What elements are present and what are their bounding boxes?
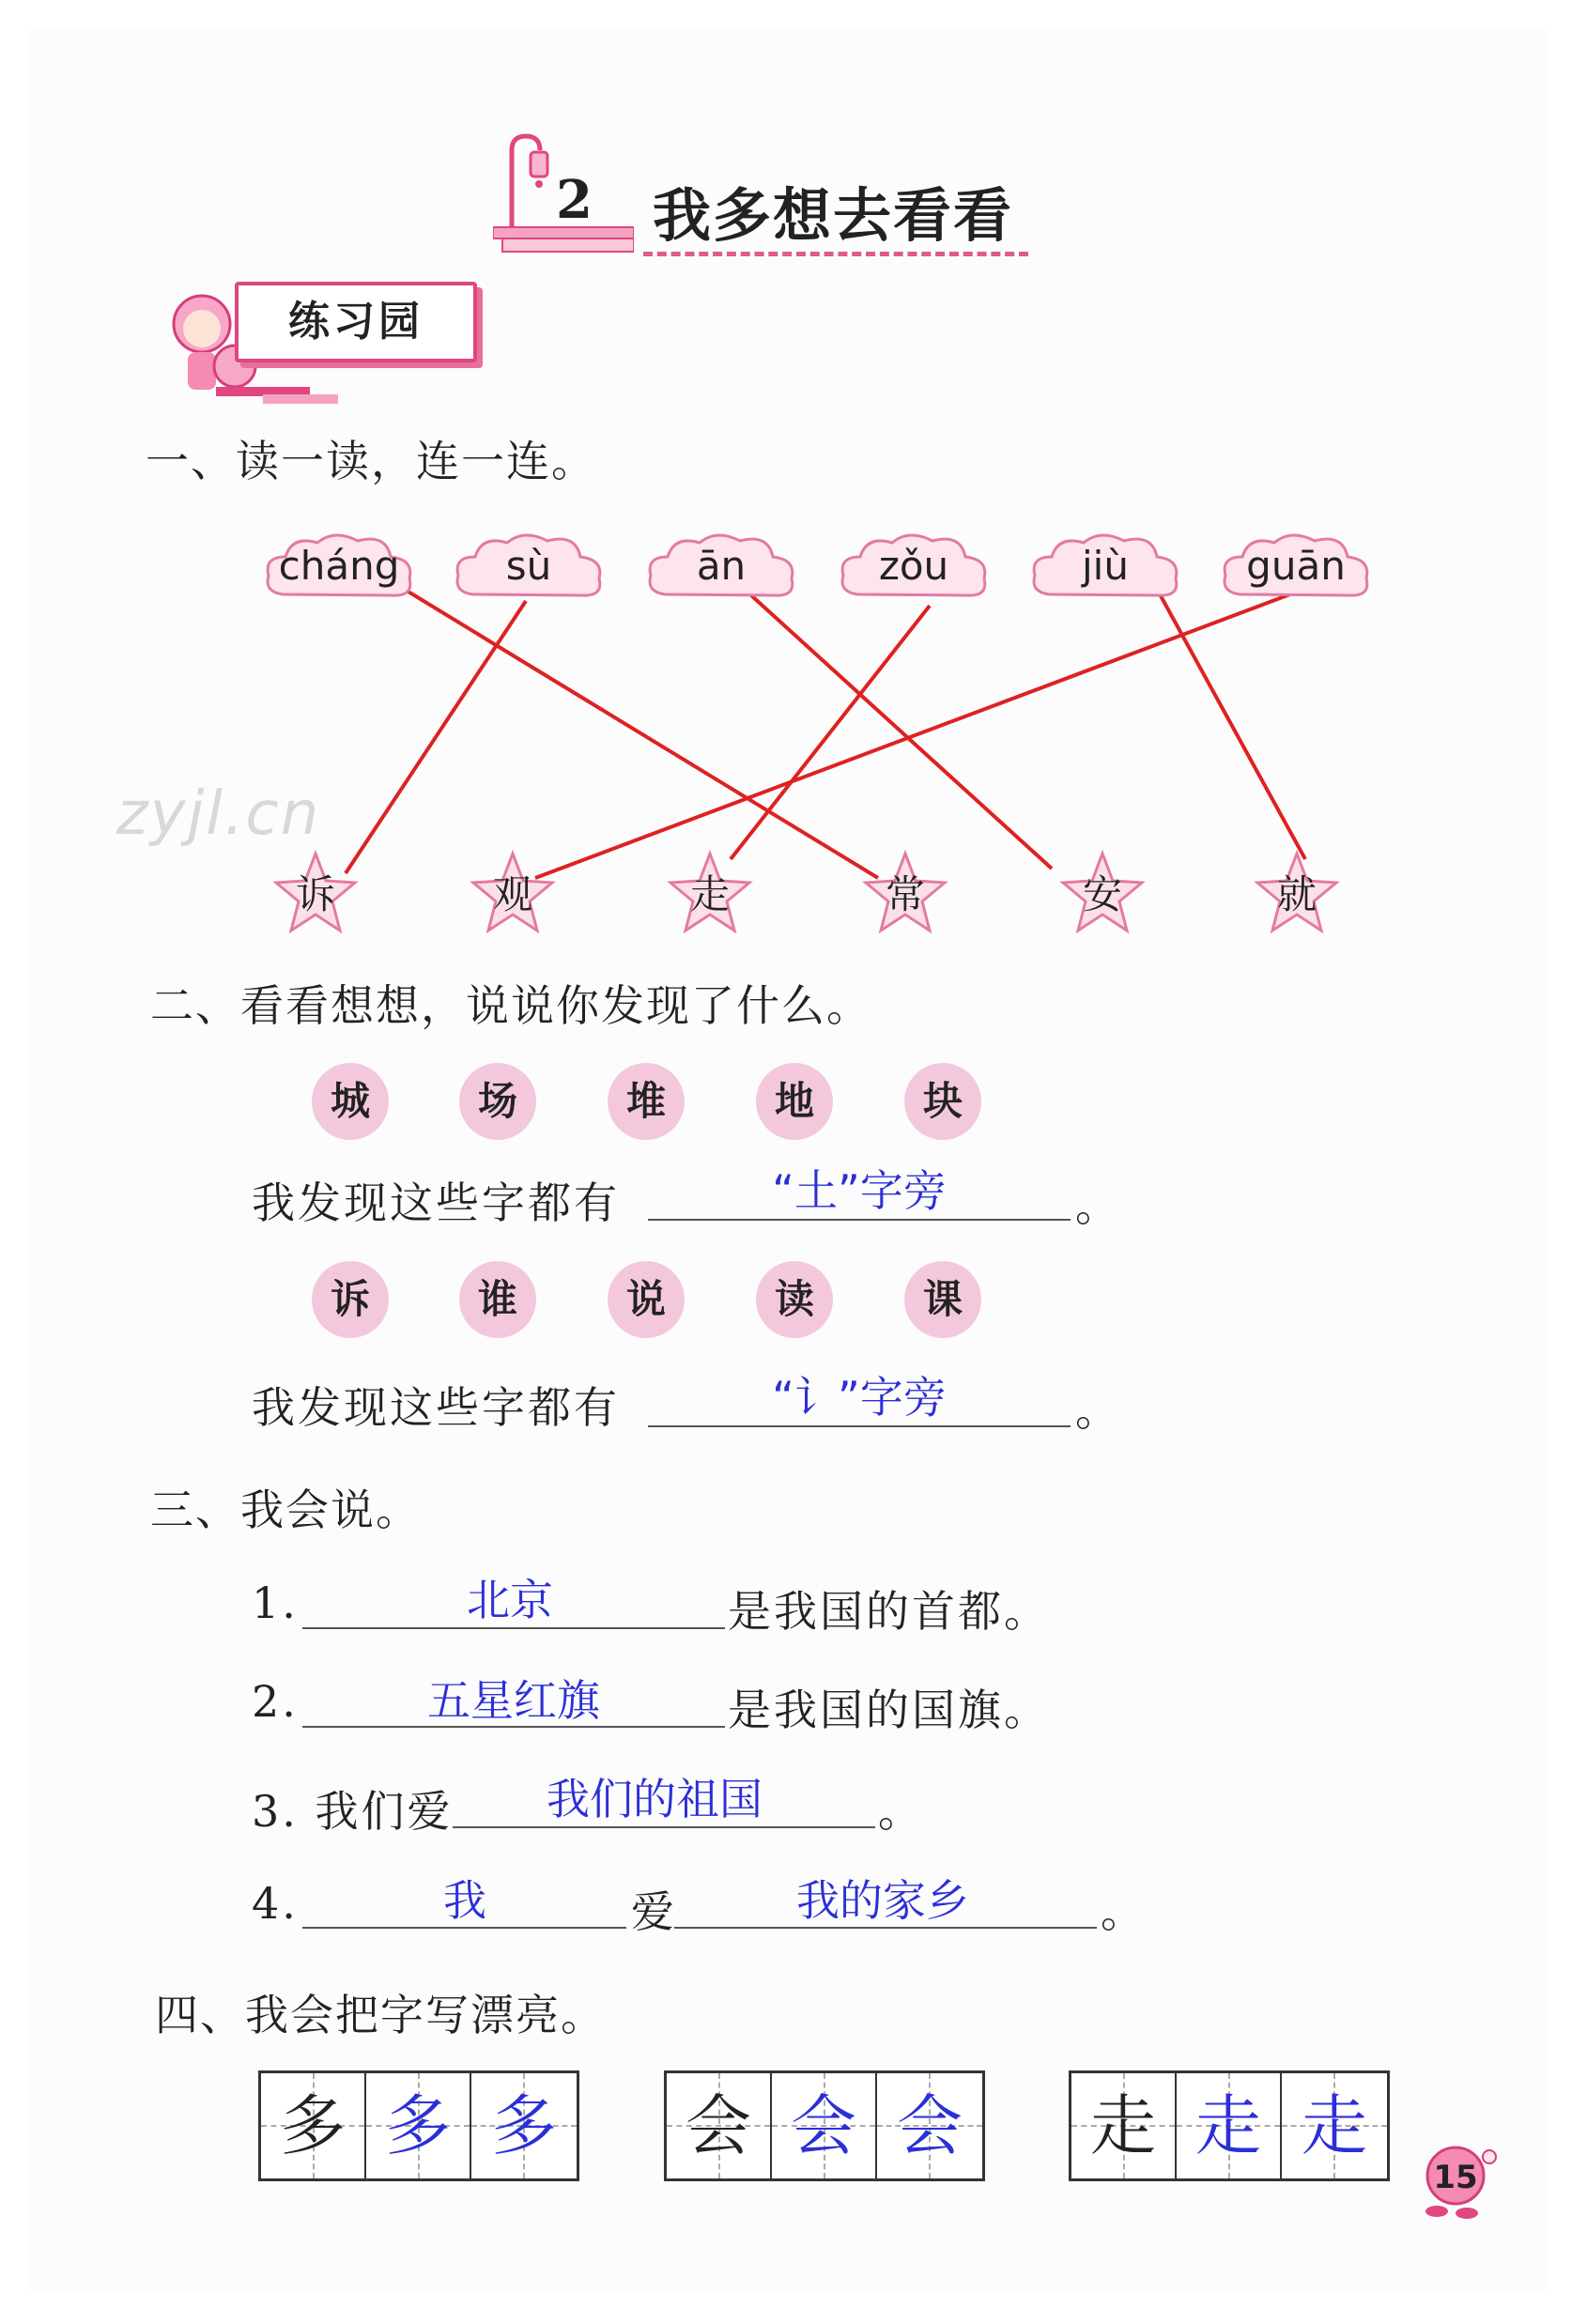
character-label: 走 [689, 871, 730, 917]
grid-cell [1177, 2073, 1282, 2178]
connector-su-su [346, 601, 526, 873]
page-number: 15 [1433, 2159, 1478, 2196]
section-2-heading: 二、看看想想，说说你发现了什么。 [150, 980, 871, 1031]
answer-text: “土”字旁 [772, 1165, 947, 1216]
prompt-text: 我发现这些字都有 [252, 1177, 620, 1228]
sentence-suffix: 是我国的首都。 [728, 1586, 1050, 1637]
sentence-suffix: 是我国的国旗。 [728, 1685, 1050, 1735]
pinyin-label: zǒu [878, 543, 949, 589]
question-prefix: 3. 我们爱 [252, 1786, 454, 1837]
sentence-suffix: 。 [1101, 1886, 1147, 1937]
grid-cell [471, 2073, 577, 2178]
radical-character: 谁 [459, 1261, 536, 1338]
practice-badge-label: 练习园 [288, 298, 424, 346]
grid-cell [772, 2073, 877, 2178]
answer-text: 我的家乡 [796, 1875, 969, 1926]
period: 。 [1075, 1180, 1121, 1231]
radical-character: 堆 [608, 1063, 685, 1140]
watermark: zyjl.cn [116, 779, 321, 849]
writing-grid [1069, 2070, 1390, 2181]
grid-cell [366, 2073, 471, 2178]
model-character: 多 [280, 2087, 346, 2164]
written-character: 走 [1302, 2087, 1367, 2164]
radical-character: 城 [312, 1063, 389, 1140]
pinyin-cloud [834, 524, 994, 608]
radical-character: 地 [756, 1063, 833, 1140]
radical-character: 场 [459, 1063, 536, 1140]
sentence-middle: 爱 [631, 1886, 677, 1937]
answer-text: 五星红旗 [427, 1675, 600, 1726]
answer-text: “讠”字旁 [772, 1372, 947, 1423]
question-number: 4. [252, 1878, 299, 1929]
character-star [470, 850, 556, 936]
pinyin-cloud [1025, 524, 1185, 608]
section-4-heading: 四、我会把字写漂亮。 [155, 1990, 606, 2040]
character-label: 就 [1276, 871, 1317, 917]
answer-text: 我 [443, 1875, 486, 1926]
connector-an-an [742, 587, 1052, 869]
grid-cell [877, 2073, 982, 2178]
connector-chang-chang [385, 577, 878, 878]
written-character: 会 [791, 2087, 856, 2164]
writing-grid [664, 2070, 985, 2181]
character-star [1059, 850, 1146, 936]
connector-guan-guan [535, 587, 1310, 878]
model-character: 会 [686, 2087, 751, 2164]
written-character: 走 [1195, 2087, 1261, 2164]
pinyin-label: sù [505, 543, 552, 589]
pinyin-cloud [1216, 524, 1376, 608]
connector-jiu-jiu [1153, 582, 1305, 859]
pinyin-cloud [449, 524, 609, 608]
sentence-suffix: 。 [878, 1786, 924, 1837]
grid-cell [667, 2073, 772, 2178]
character-star [667, 850, 753, 936]
answer-text: 北京 [467, 1575, 553, 1625]
radical-character: 块 [904, 1063, 981, 1140]
section-3-heading: 三、我会说。 [150, 1485, 421, 1535]
radical-character: 读 [756, 1261, 833, 1338]
grid-cell [1282, 2073, 1387, 2178]
character-star [1254, 850, 1340, 936]
pinyin-label: ān [696, 543, 747, 589]
answer-line [648, 1425, 1071, 1427]
answer-text: 我们的祖国 [547, 1774, 763, 1824]
character-star [862, 850, 948, 936]
written-character: 多 [385, 2087, 451, 2164]
pinyin-cloud [641, 524, 801, 608]
writing-grid [258, 2070, 579, 2181]
lesson-number: 2 [556, 169, 593, 231]
radical-character: 说 [608, 1261, 685, 1338]
section-1-heading: 一、读一读，连一连。 [146, 436, 596, 486]
page-number-badge [1409, 2136, 1512, 2221]
grid-cell [261, 2073, 366, 2178]
pinyin-label: guān [1246, 543, 1346, 589]
model-character: 走 [1090, 2087, 1156, 2164]
lesson-title: 我多想去看看 [653, 181, 1014, 250]
pinyin-label: jiù [1082, 543, 1129, 589]
pinyin-cloud [259, 524, 419, 608]
answer-line [648, 1219, 1071, 1221]
radical-character: 课 [904, 1261, 981, 1338]
prompt-text: 我发现这些字都有 [252, 1382, 620, 1433]
character-star [272, 850, 359, 936]
question-number: 2. [252, 1676, 299, 1727]
character-label: 诉 [295, 871, 335, 917]
pinyin-label: cháng [278, 543, 400, 589]
character-label: 常 [885, 871, 925, 917]
period: 。 [1075, 1385, 1121, 1436]
written-character: 会 [897, 2087, 963, 2164]
written-character: 多 [491, 2087, 557, 2164]
radical-character: 诉 [312, 1261, 389, 1338]
grid-cell [1071, 2073, 1177, 2178]
character-label: 安 [1082, 871, 1122, 917]
question-number: 1. [252, 1578, 299, 1628]
character-label: 观 [492, 871, 532, 917]
